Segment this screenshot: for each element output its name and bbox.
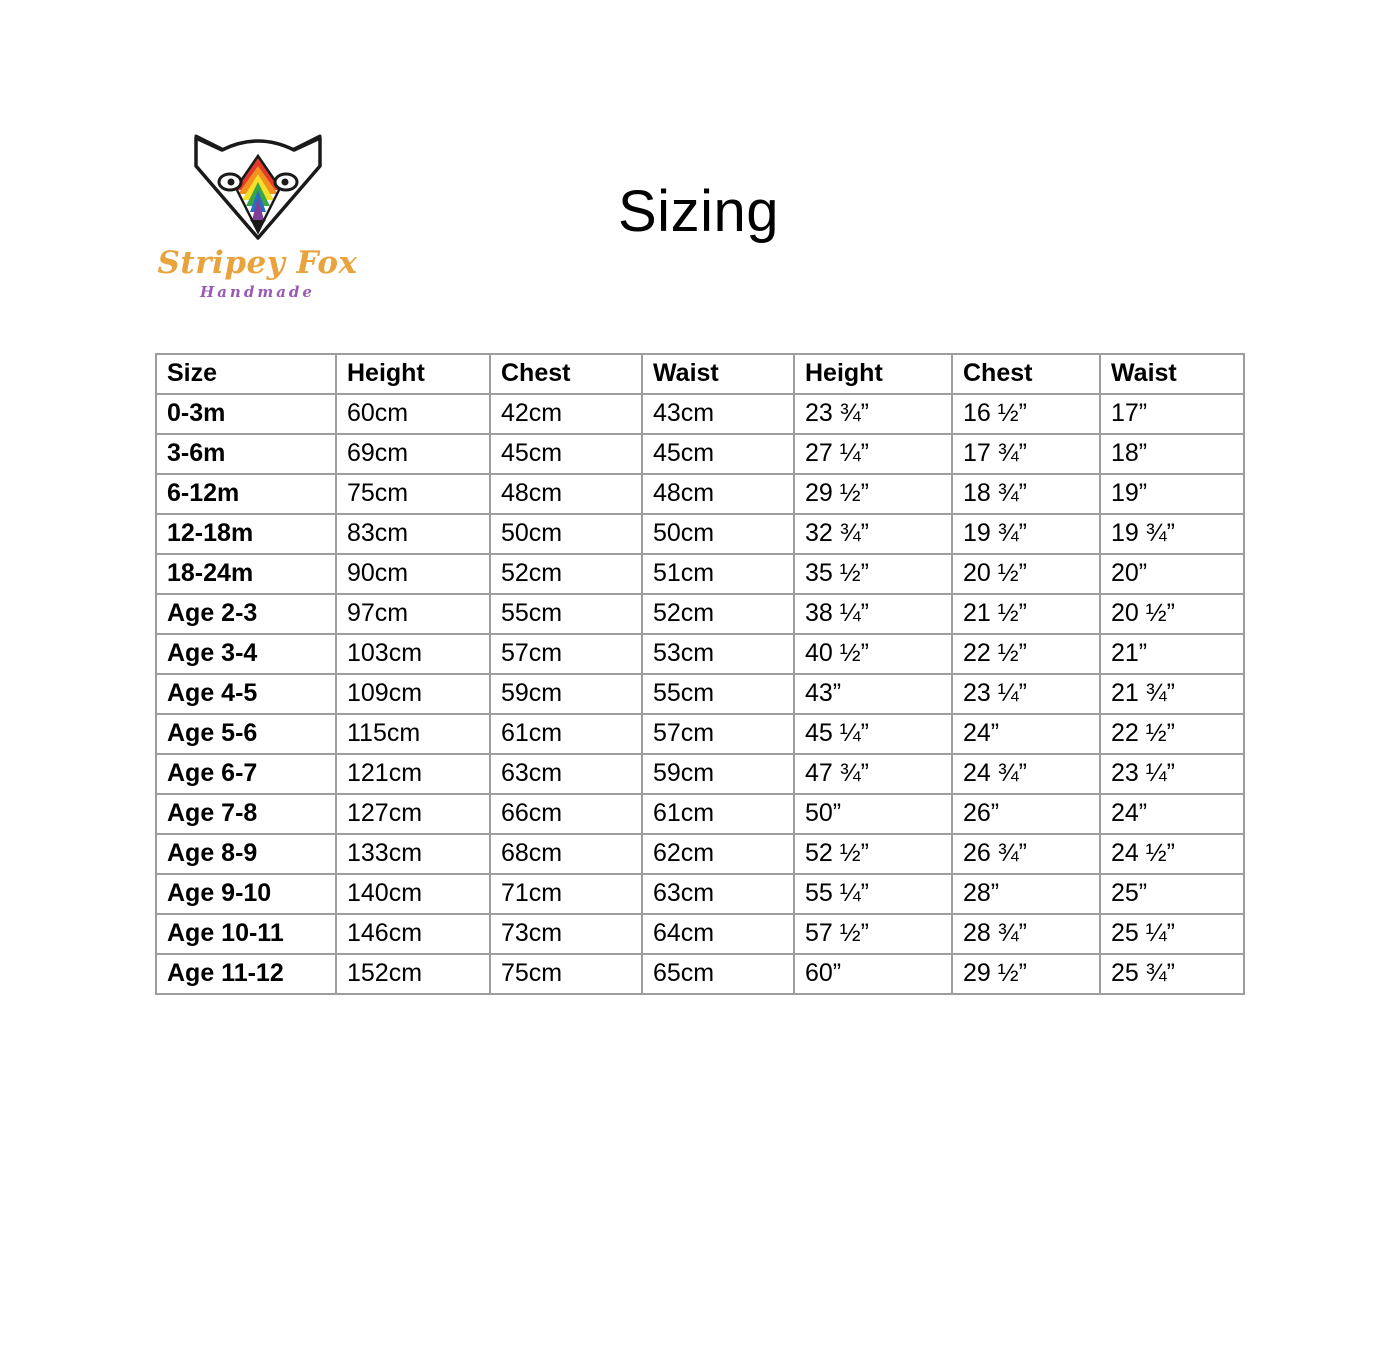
cell-chest-in: 24 ¾” xyxy=(952,754,1100,794)
cell-waist-in: 25 ¼” xyxy=(1100,914,1244,954)
table-row xyxy=(156,794,1244,834)
cell-waist-cm: 59cm xyxy=(642,754,794,794)
cell-chest-in: 16 ½” xyxy=(952,394,1100,434)
cell-chest-cm: 50cm xyxy=(490,514,642,554)
table-row xyxy=(156,714,1244,754)
cell-waist-cm: 51cm xyxy=(642,554,794,594)
cell-chest-in: 29 ½” xyxy=(952,954,1100,994)
cell-size: 6-12m xyxy=(156,474,336,514)
table-row xyxy=(156,514,1244,554)
cell-chest-cm: 66cm xyxy=(490,794,642,834)
cell-waist-cm: 65cm xyxy=(642,954,794,994)
cell-height-in: 32 ¾” xyxy=(794,514,952,554)
cell-size: Age 5-6 xyxy=(156,714,336,754)
page-title: Sizing xyxy=(618,179,779,244)
column-header-chest-cm: Chest xyxy=(490,354,642,394)
cell-waist-in: 21” xyxy=(1100,634,1244,674)
cell-waist-in: 19 ¾” xyxy=(1100,514,1244,554)
sizing-table-container xyxy=(155,353,1243,995)
cell-chest-in: 26” xyxy=(952,794,1100,834)
cell-waist-cm: 57cm xyxy=(642,714,794,754)
column-header-height-in: Height xyxy=(794,354,952,394)
cell-height-in: 50” xyxy=(794,794,952,834)
cell-chest-in: 20 ½” xyxy=(952,554,1100,594)
cell-waist-in: 21 ¾” xyxy=(1100,674,1244,714)
cell-waist-cm: 45cm xyxy=(642,434,794,474)
cell-waist-cm: 64cm xyxy=(642,914,794,954)
cell-size: Age 8-9 xyxy=(156,834,336,874)
cell-size: Age 3-4 xyxy=(156,634,336,674)
sizing-table xyxy=(155,353,1245,995)
cell-height-in: 57 ½” xyxy=(794,914,952,954)
cell-chest-in: 22 ½” xyxy=(952,634,1100,674)
column-header-height-cm: Height xyxy=(336,354,490,394)
cell-chest-cm: 55cm xyxy=(490,594,642,634)
cell-chest-in: 21 ½” xyxy=(952,594,1100,634)
cell-size: Age 4-5 xyxy=(156,674,336,714)
cell-waist-in: 25” xyxy=(1100,874,1244,914)
cell-waist-in: 23 ¼” xyxy=(1100,754,1244,794)
cell-chest-cm: 68cm xyxy=(490,834,642,874)
cell-height-cm: 90cm xyxy=(336,554,490,594)
cell-waist-in: 24” xyxy=(1100,794,1244,834)
table-row xyxy=(156,474,1244,514)
cell-size: Age 2-3 xyxy=(156,594,336,634)
cell-chest-cm: 73cm xyxy=(490,914,642,954)
cell-height-cm: 127cm xyxy=(336,794,490,834)
cell-waist-in: 18” xyxy=(1100,434,1244,474)
cell-size: 0-3m xyxy=(156,394,336,434)
cell-chest-cm: 42cm xyxy=(490,394,642,434)
cell-waist-in: 20 ½” xyxy=(1100,594,1244,634)
column-header-waist-cm: Waist xyxy=(642,354,794,394)
cell-waist-cm: 55cm xyxy=(642,674,794,714)
table-row xyxy=(156,634,1244,674)
table-row xyxy=(156,394,1244,434)
cell-size: Age 9-10 xyxy=(156,874,336,914)
cell-chest-in: 17 ¾” xyxy=(952,434,1100,474)
cell-chest-cm: 61cm xyxy=(490,714,642,754)
cell-size: 18-24m xyxy=(156,554,336,594)
cell-height-in: 23 ¾” xyxy=(794,394,952,434)
cell-height-in: 52 ½” xyxy=(794,834,952,874)
column-header-waist-in: Waist xyxy=(1100,354,1244,394)
cell-height-in: 27 ¼” xyxy=(794,434,952,474)
cell-chest-in: 26 ¾” xyxy=(952,834,1100,874)
brand-name: Stripey Fox xyxy=(157,245,358,281)
table-row xyxy=(156,874,1244,914)
cell-chest-in: 28” xyxy=(952,874,1100,914)
table-row xyxy=(156,954,1244,994)
cell-height-in: 40 ½” xyxy=(794,634,952,674)
cell-height-cm: 140cm xyxy=(336,874,490,914)
cell-chest-cm: 59cm xyxy=(490,674,642,714)
cell-chest-cm: 45cm xyxy=(490,434,642,474)
cell-chest-cm: 71cm xyxy=(490,874,642,914)
cell-height-cm: 121cm xyxy=(336,754,490,794)
cell-chest-cm: 52cm xyxy=(490,554,642,594)
cell-chest-in: 23 ¼” xyxy=(952,674,1100,714)
cell-size: 12-18m xyxy=(156,514,336,554)
cell-height-in: 35 ½” xyxy=(794,554,952,594)
cell-waist-cm: 53cm xyxy=(642,634,794,674)
table-row xyxy=(156,594,1244,634)
cell-height-cm: 115cm xyxy=(336,714,490,754)
cell-waist-in: 22 ½” xyxy=(1100,714,1244,754)
table-row xyxy=(156,914,1244,954)
cell-chest-in: 18 ¾” xyxy=(952,474,1100,514)
cell-height-cm: 133cm xyxy=(336,834,490,874)
cell-chest-in: 19 ¾” xyxy=(952,514,1100,554)
cell-waist-cm: 63cm xyxy=(642,874,794,914)
table-header-row xyxy=(156,354,1244,394)
cell-chest-cm: 63cm xyxy=(490,754,642,794)
cell-size: 3-6m xyxy=(156,434,336,474)
cell-height-in: 47 ¾” xyxy=(794,754,952,794)
cell-waist-in: 25 ¾” xyxy=(1100,954,1244,994)
cell-waist-cm: 52cm xyxy=(642,594,794,634)
table-row xyxy=(156,554,1244,594)
cell-chest-in: 28 ¾” xyxy=(952,914,1100,954)
table-row xyxy=(156,674,1244,714)
cell-height-cm: 83cm xyxy=(336,514,490,554)
cell-size: Age 11-12 xyxy=(156,954,336,994)
cell-height-in: 29 ½” xyxy=(794,474,952,514)
table-row xyxy=(156,834,1244,874)
cell-waist-cm: 50cm xyxy=(642,514,794,554)
cell-chest-cm: 75cm xyxy=(490,954,642,994)
cell-height-cm: 75cm xyxy=(336,474,490,514)
cell-waist-cm: 61cm xyxy=(642,794,794,834)
cell-height-in: 60” xyxy=(794,954,952,994)
cell-height-in: 43” xyxy=(794,674,952,714)
cell-height-cm: 152cm xyxy=(336,954,490,994)
cell-height-cm: 103cm xyxy=(336,634,490,674)
cell-height-in: 55 ¼” xyxy=(794,874,952,914)
cell-height-in: 38 ¼” xyxy=(794,594,952,634)
cell-waist-cm: 48cm xyxy=(642,474,794,514)
cell-waist-in: 19” xyxy=(1100,474,1244,514)
cell-height-cm: 109cm xyxy=(336,674,490,714)
cell-size: Age 10-11 xyxy=(156,914,336,954)
cell-height-cm: 97cm xyxy=(336,594,490,634)
cell-waist-in: 24 ½” xyxy=(1100,834,1244,874)
cell-size: Age 7-8 xyxy=(156,794,336,834)
table-row xyxy=(156,434,1244,474)
cell-chest-cm: 57cm xyxy=(490,634,642,674)
column-header-chest-in: Chest xyxy=(952,354,1100,394)
cell-chest-cm: 48cm xyxy=(490,474,642,514)
cell-height-cm: 60cm xyxy=(336,394,490,434)
table-row xyxy=(156,754,1244,794)
cell-size: Age 6-7 xyxy=(156,754,336,794)
brand-tagline: Handmade xyxy=(200,283,315,301)
cell-waist-in: 17” xyxy=(1100,394,1244,434)
column-header-size: Size xyxy=(156,354,336,394)
cell-height-cm: 146cm xyxy=(336,914,490,954)
cell-height-cm: 69cm xyxy=(336,434,490,474)
page-header xyxy=(0,0,1397,330)
cell-height-in: 45 ¼” xyxy=(794,714,952,754)
cell-chest-in: 24” xyxy=(952,714,1100,754)
cell-waist-cm: 43cm xyxy=(642,394,794,434)
cell-waist-cm: 62cm xyxy=(642,834,794,874)
cell-waist-in: 20” xyxy=(1100,554,1244,594)
